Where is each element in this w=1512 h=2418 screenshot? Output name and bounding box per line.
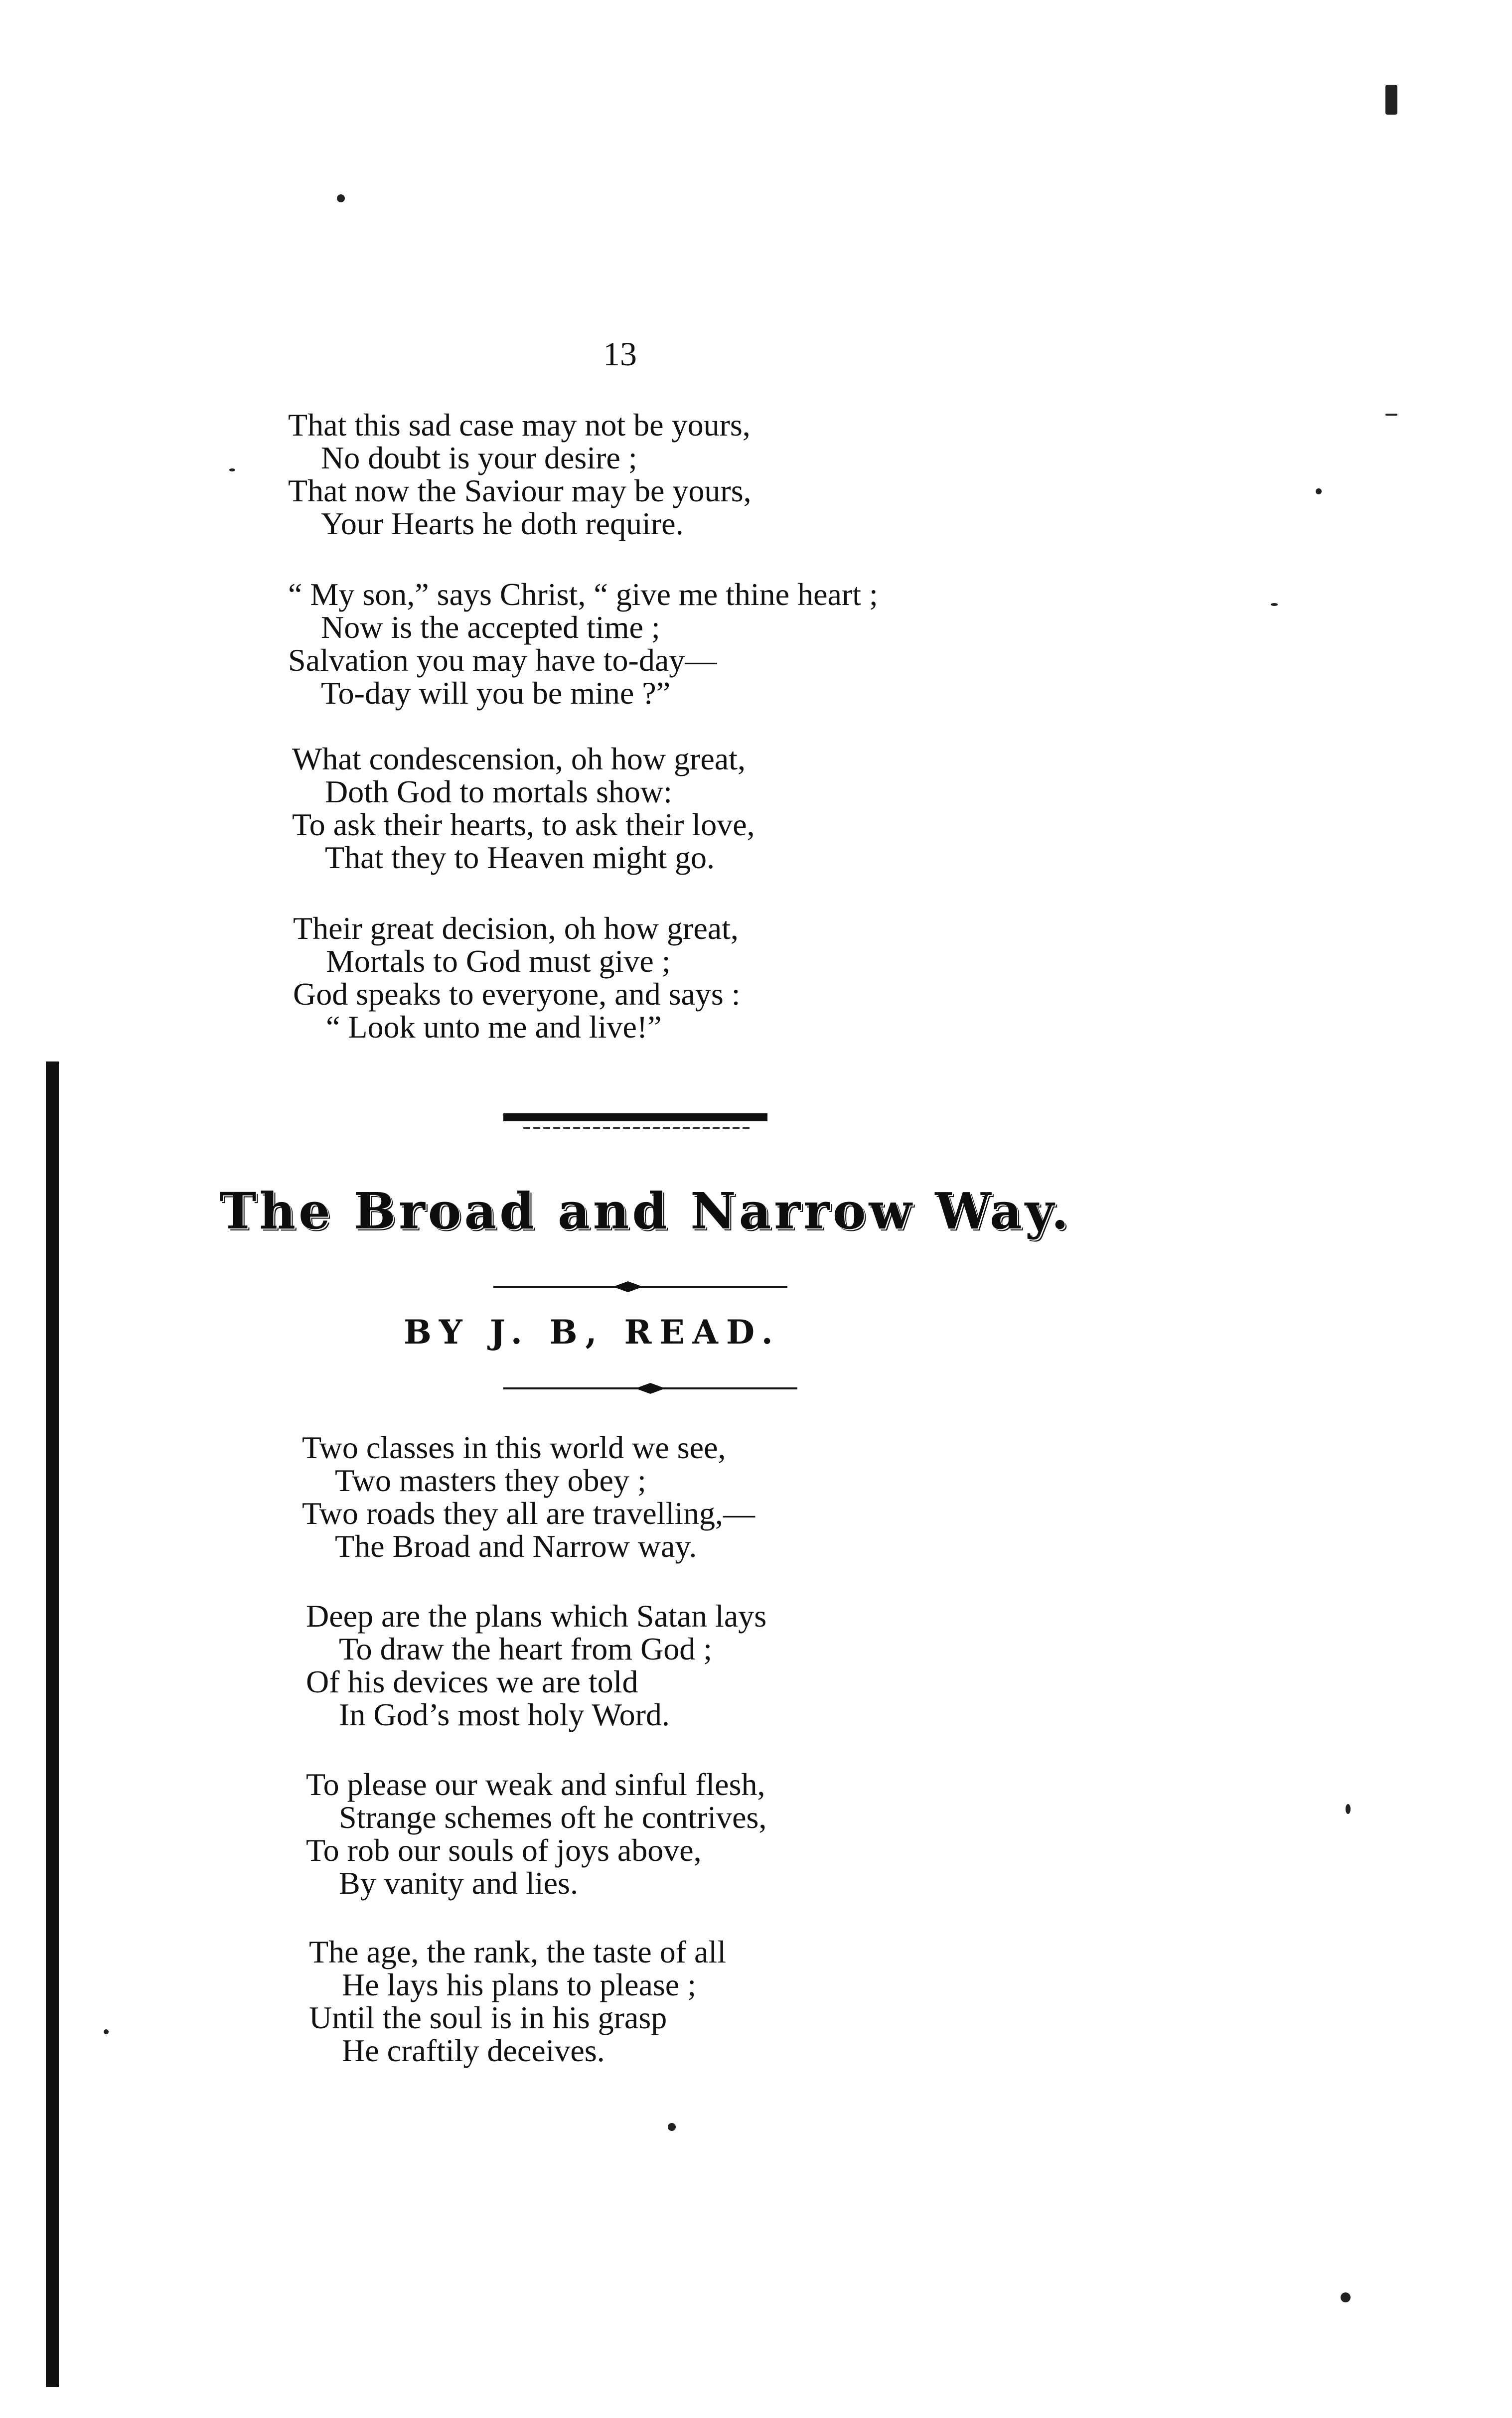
verse-line: “ My son,” says Christ, “ give me thine heart ;	[288, 577, 878, 612]
verse-line: No doubt is your desire ;	[321, 440, 637, 475]
scan-speck	[1271, 603, 1278, 606]
verse-line: To draw the heart from God ;	[339, 1631, 713, 1666]
scan-speck	[1385, 85, 1397, 115]
verse-line: Strange schemes oft he contrives,	[339, 1800, 767, 1835]
verse-line: He lays his plans to please ;	[342, 1967, 696, 2002]
verse-line: Doth God to mortals show:	[325, 774, 672, 809]
second-poem-stanza-2	[306, 1600, 766, 1731]
verse-line: That this sad case may not be yours,	[288, 407, 751, 443]
verse-line: The age, the rank, the taste of all	[309, 1934, 726, 1969]
verse-line: Of his devices we are told	[306, 1664, 638, 1699]
verse-line: Mortals to God must give ;	[326, 943, 671, 979]
page-number: 13	[603, 335, 637, 373]
verse-line: What condescension, oh how great,	[292, 741, 746, 776]
second-poem-stanza-1	[302, 1431, 755, 1563]
verse-line: The Broad and Narrow way.	[335, 1528, 697, 1564]
poem-title: The Broad and Narrow Way.	[219, 1182, 1072, 1240]
verse-line: Your Hearts he doth require.	[321, 506, 684, 541]
verse-line: Two roads they all are travelling,—	[302, 1496, 755, 1531]
verse-line: Now is the accepted time ;	[321, 609, 660, 645]
ornament-rule	[503, 1387, 797, 1390]
scan-speck	[668, 2123, 676, 2131]
verse-line: Until the soul is in his grasp	[309, 2000, 667, 2035]
top-poem-stanza-3	[292, 743, 755, 874]
verse-line: God speaks to everyone, and says :	[293, 976, 741, 1012]
verse-line: Their great decision, oh how great,	[293, 910, 739, 946]
ornament-rule	[493, 1286, 787, 1289]
verse-line: Salvation you may have to-day—	[288, 642, 717, 678]
scan-edge-shadow	[46, 1061, 59, 2387]
verse-line: Deep are the plans which Satan lays	[306, 1598, 767, 1634]
scan-speck	[1385, 414, 1397, 416]
top-poem-stanza-2	[288, 578, 878, 710]
section-divider	[503, 1113, 767, 1121]
verse-line: To rob our souls of joys above,	[306, 1832, 702, 1868]
poem-byline: BY J. B, READ.	[404, 1313, 781, 1352]
verse-line: That now the Saviour may be yours,	[288, 473, 752, 508]
verse-line: “ Look unto me and live!”	[326, 1009, 662, 1045]
verse-line: Two classes in this world we see,	[302, 1430, 726, 1465]
top-poem-stanza-4	[293, 912, 741, 1044]
verse-line: He craftily deceives.	[342, 2033, 605, 2068]
scan-speck	[1341, 2292, 1351, 2302]
scan-speck	[229, 468, 235, 471]
section-divider-underline	[523, 1127, 753, 1129]
verse-line: In God’s most holy Word.	[339, 1697, 670, 1732]
second-poem-stanza-4	[309, 1936, 726, 2067]
scan-speck	[1316, 488, 1322, 494]
verse-line: By vanity and lies.	[339, 1865, 578, 1901]
scan-speck	[104, 2029, 109, 2034]
verse-line: To-day will you be mine ?”	[321, 675, 671, 711]
verse-line: To ask their hearts, to ask their love,	[292, 807, 755, 842]
scan-speck	[1346, 1804, 1351, 1814]
second-poem-stanza-3	[306, 1768, 766, 1900]
verse-line: That they to Heaven might go.	[325, 840, 715, 875]
scan-speck	[337, 194, 345, 202]
verse-line: To please our weak and sinful flesh,	[306, 1767, 765, 1802]
verse-line: Two masters they obey ;	[335, 1463, 646, 1498]
top-poem-stanza-1	[288, 409, 752, 540]
